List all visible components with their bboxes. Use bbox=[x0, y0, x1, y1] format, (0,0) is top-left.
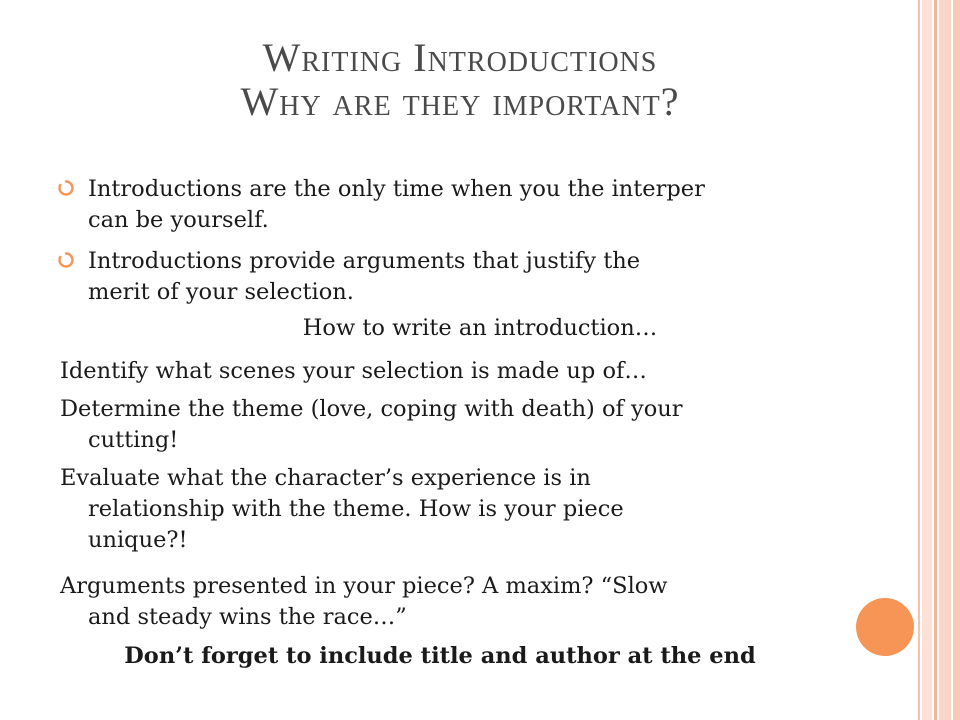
decorative-stripe bbox=[953, 0, 960, 720]
decorative-stripe bbox=[922, 0, 932, 720]
closing-note: Don’t forget to include title and author at the end bbox=[124, 643, 756, 669]
bullet-ring-icon bbox=[58, 252, 74, 268]
step-line: unique?! bbox=[88, 527, 188, 553]
bullet-ring-icon bbox=[58, 180, 74, 196]
bullet-line: can be yourself. bbox=[88, 207, 269, 233]
step-line: relationship with the theme. How is your piece bbox=[88, 496, 624, 522]
step-line: Arguments presented in your piece? A maxim? “Slow bbox=[60, 573, 668, 599]
title-line: Writing Introductions bbox=[262, 35, 658, 80]
step-line: cutting! bbox=[88, 427, 179, 453]
bullet-line: merit of your selection. bbox=[88, 279, 354, 305]
decorative-stripe bbox=[934, 0, 937, 720]
subheading: How to write an introduction… bbox=[302, 315, 658, 341]
step-line: Identify what scenes your selection is made up of… bbox=[60, 358, 647, 384]
decorative-stripe bbox=[918, 0, 920, 720]
decorative-stripe bbox=[939, 0, 951, 720]
bullet-line: Introductions are the only time when you the interper bbox=[88, 176, 705, 202]
slide-title bbox=[30, 36, 890, 124]
step-line: and steady wins the race…” bbox=[88, 604, 407, 630]
step-line: Determine the theme (love, coping with death) of your bbox=[60, 396, 683, 422]
bullet-line: Introductions provide arguments that justify the bbox=[88, 248, 641, 274]
step-line: Evaluate what the character’s experience is in bbox=[60, 465, 591, 491]
title-line: Why are they important? bbox=[240, 79, 680, 124]
